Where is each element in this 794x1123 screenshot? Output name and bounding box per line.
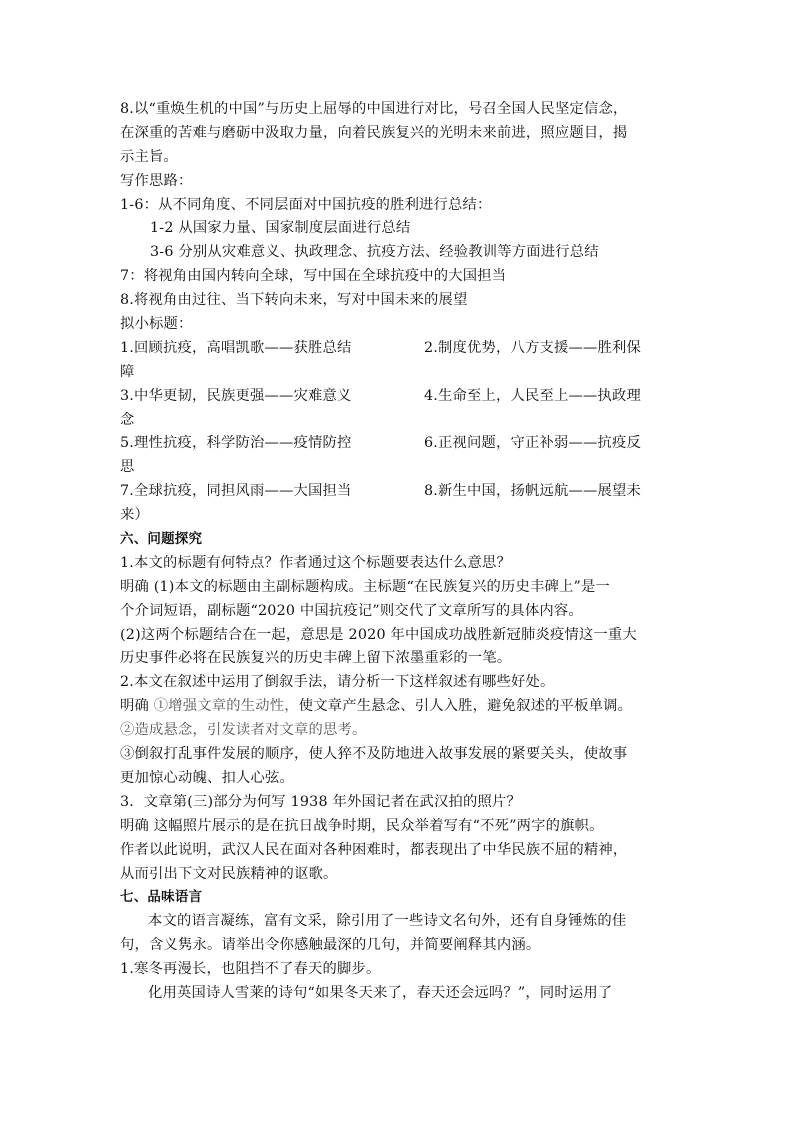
subtitle-left: 1.回顾抗疫，高唱凯歌——获胜总结 — [120, 339, 352, 356]
answer-3-line-2: 作者以此说明，武汉人民在面对各种困难时，都表现出了中华民族不屈的精神， — [120, 841, 628, 858]
answer-2-line-1 — [120, 695, 690, 719]
subtitle-right: 4.生命至上，人民至上——执政理 — [424, 387, 641, 404]
subtitle-row — [120, 432, 690, 456]
writing-idea-part-1b: 3-6 分别从灾难意义、执政理念、抗疫方法、经验教训等方面进行总结 — [150, 244, 599, 261]
subtitle-right: 8.新生中国，扬帆远航——展望未 — [424, 483, 641, 500]
subtitle-left: 5.理性抗疫，科学防治——疫情防控 — [120, 435, 352, 452]
writing-idea-part-8: 8.将视角由过往、当下转向未来，写对中国未来的展望 — [120, 292, 468, 309]
question-1: 1.本文的标题有何特点？作者通过这个标题要表达什么意思？ — [120, 554, 511, 571]
answer-2-point-1: ①增强文章的生动性， — [153, 698, 299, 715]
section-6-heading: 六、问题探究 — [120, 531, 203, 548]
writing-idea-part-7: 7：将视角由国内转向全球，写中国在全球抗疫中的大国担当 — [120, 268, 507, 285]
conclusion-line-3: 示主旨。 — [120, 148, 178, 165]
subtitle-wrap: 来） — [120, 507, 149, 524]
section-7-answer-1: 化用英国诗人雪莱的诗句“如果冬天来了，春天还会远吗？”，同时运用了 — [148, 984, 613, 1001]
question-3: 3．文章第(三)部分为何写 1938 年外国记者在武汉拍的照片？ — [120, 793, 521, 810]
section-7-intro-1: 本文的语言凝练，富有文采，除引用了一些诗文名句外，还有自身锤炼的佳 — [148, 913, 627, 930]
section-7-intro-2: 句，含义隽永。请举出令你感触最深的几句，并简要阐释其内涵。 — [120, 937, 541, 954]
section-7-question-1: 1.寒冬再漫长，也阻挡不了春天的脚步。 — [120, 961, 381, 978]
subtitle-left: 3.中华更韧，民族更强——灾难意义 — [120, 387, 352, 404]
answer-2-line-2: ②造成悬念，引发读者对文章的思考。 — [120, 722, 367, 739]
subtitle-right: 2.制度优势，八方支援——胜利保 — [424, 339, 641, 356]
answer-2-point-1-rest: 使文章产生悬念、引人入胜，避免叙述的平板单调。 — [298, 698, 633, 715]
question-2: 2.本文在叙述中运用了倒叙手法，请分析一下这样叙述有哪些好处。 — [120, 674, 555, 691]
subtitles-heading: 拟小标题： — [120, 316, 193, 333]
answer-2-prefix: 明确 — [120, 698, 154, 715]
writing-idea-part-1a: 1-2 从国家力量、国家制度层面进行总结 — [150, 220, 411, 237]
answer-1-line-2: 个介词短语，副标题“2020 中国抗疫记”则交代了文章所写的具体内容。 — [120, 602, 583, 619]
subtitle-wrap: 障 — [120, 363, 135, 380]
subtitle-row — [120, 385, 690, 409]
subtitle-row — [120, 480, 690, 504]
writing-idea-heading: 写作思路： — [120, 172, 193, 189]
subtitle-row — [120, 337, 690, 361]
document-body — [120, 98, 690, 1006]
section-7-heading: 七、品味语言 — [120, 889, 203, 906]
writing-idea-part-1: 1-6：从不同角度、不同层面对中国抗疫的胜利进行总结： — [120, 196, 492, 213]
answer-2-line-3: ③倒叙打乱事件发展的顺序，使人猝不及防地进入故事发展的紧要关头，使故事 — [120, 746, 628, 763]
subtitle-right: 6.正视问题，守正补弱——抗疫反 — [424, 435, 641, 452]
answer-1-line-1: 明确 (1)本文的标题由主副标题构成。主标题“在民族复兴的历史丰碑上”是一 — [120, 578, 611, 595]
conclusion-line-2: 在深重的苦难与磨砺中汲取力量，向着民族复兴的光明未来前进，照应题目，揭 — [120, 124, 628, 141]
answer-3-line-3: 从而引出下文对民族精神的讴歌。 — [120, 865, 338, 882]
answer-2-line-4: 更加惊心动魄、扣人心弦。 — [120, 769, 294, 786]
answer-1-line-3: (2)这两个标题结合在一起，意思是 2020 年中国成功战胜新冠肺炎疫情这一重大 — [120, 626, 637, 643]
conclusion-line-1: 8.以“重焕生机的中国”与历史上屈辱的中国进行对比，号召全国人民坚定信念， — [120, 101, 628, 117]
subtitle-wrap: 念 — [120, 411, 135, 428]
subtitle-wrap: 思 — [120, 459, 135, 476]
answer-1-line-4: 历史事件必将在民族复兴的历史丰碑上留下浓墨重彩的一笔。 — [120, 650, 512, 667]
answer-3-line-1: 明确 这幅照片展示的是在抗日战争时期，民众举着写有“不死”两字的旗帜。 — [120, 817, 604, 834]
subtitle-left: 7.全球抗疫，同担风雨——大国担当 — [120, 483, 352, 500]
